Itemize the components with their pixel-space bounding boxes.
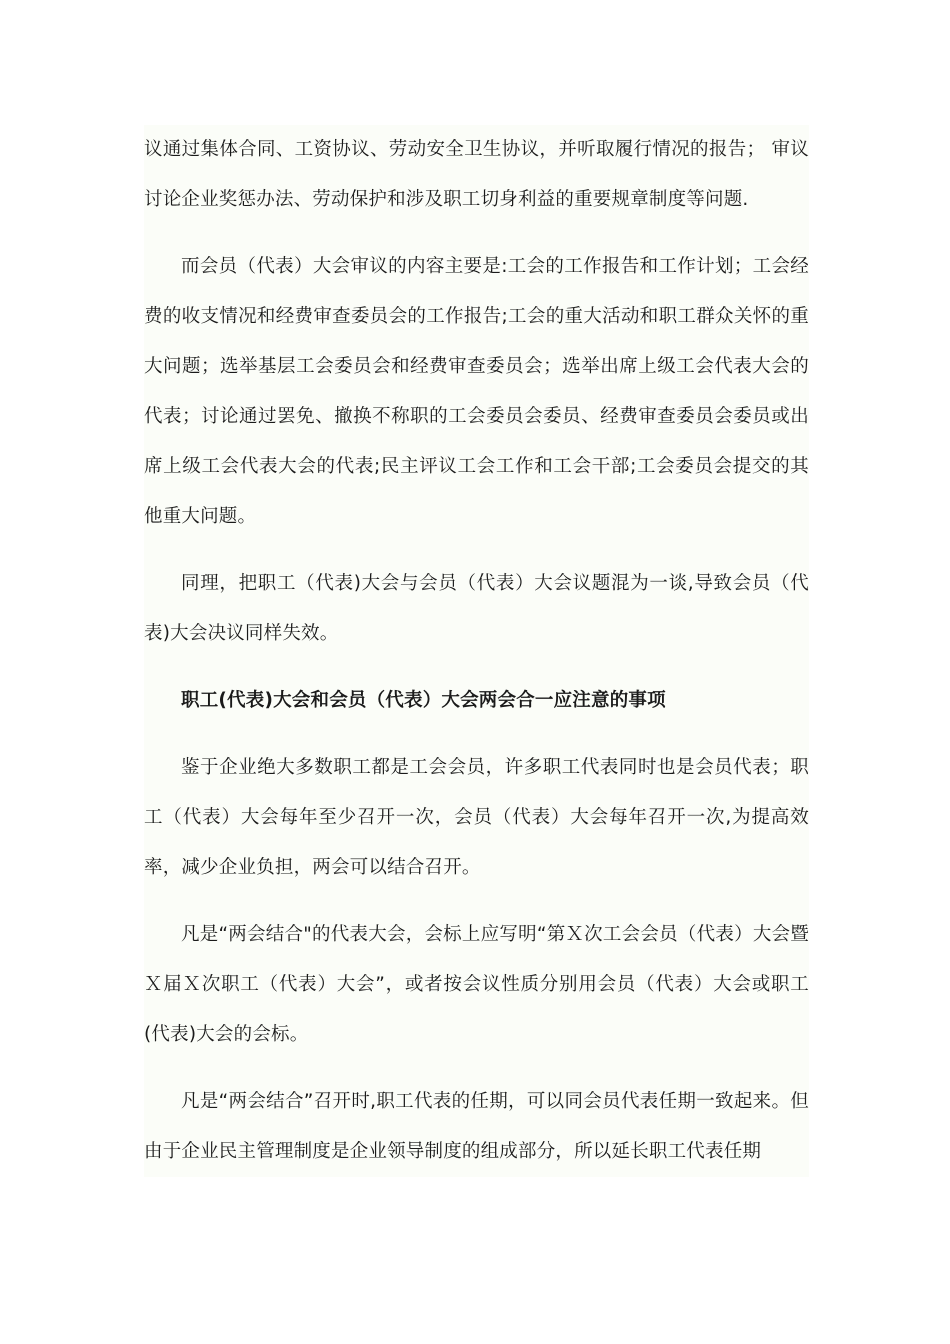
document-body xyxy=(144,125,809,1177)
paragraph-term-of-office: 凡是“两会结合”召开时,职工代表的任期，可以同会员代表任期一致起来。但由于企业民主管理制度是企业领导制度的组成部分，所以延长职工代表任期 xyxy=(144,1091,809,1162)
paragraph-same-reason: 同理，把职工（代表)大会与会员（代表）大会议题混为一谈,导致会员（代表)大会决议同样失效。 xyxy=(144,573,809,644)
paragraph-member-congress-content: 而会员（代表）大会审议的内容主要是:工会的工作报告和工作计划；工会经费的收支情况和经费审查委员会的工作报告;工会的重大活动和职工群众关怀的重大问题；选举基层工会委员会和经费审查委员会；选举出席上级工会代表大会的代表；讨论通过罢免、撤换不称职的工会委员会委员、经费审查委员会委员或出席上级工会代表大会的代表;民主评议工会工作和工会干部;工会委员会提交的其他重大问题。 xyxy=(144,256,809,527)
section-heading: 职工(代表)大会和会员（代表）大会两会合一应注意的事项 xyxy=(181,690,666,711)
paragraph-combined-meeting: 鉴于企业绝大多数职工都是工会会员，许多职工代表同时也是会员代表；职工（代表）大会每年至少召开一次，会员（代表）大会每年召开一次,为提高效率，减少企业负担，两会可以结合召开。 xyxy=(144,757,809,878)
paragraph-review-agreements: 议通过集体合同、工资协议、劳动安全卫生协议，并听取履行情况的报告； 审议讨论企业奖惩办法、劳动保护和涉及职工切身利益的重要规章制度等问题. xyxy=(144,139,809,210)
paragraph-meeting-banner: 凡是“两会结合"的代表大会，会标上应写明“第Ｘ次工会会员（代表）大会暨Ｘ届Ｘ次职工（代表）大会”，或者按会议性质分别用会员（代表）大会或职工(代表)大会的会标。 xyxy=(144,924,809,1045)
